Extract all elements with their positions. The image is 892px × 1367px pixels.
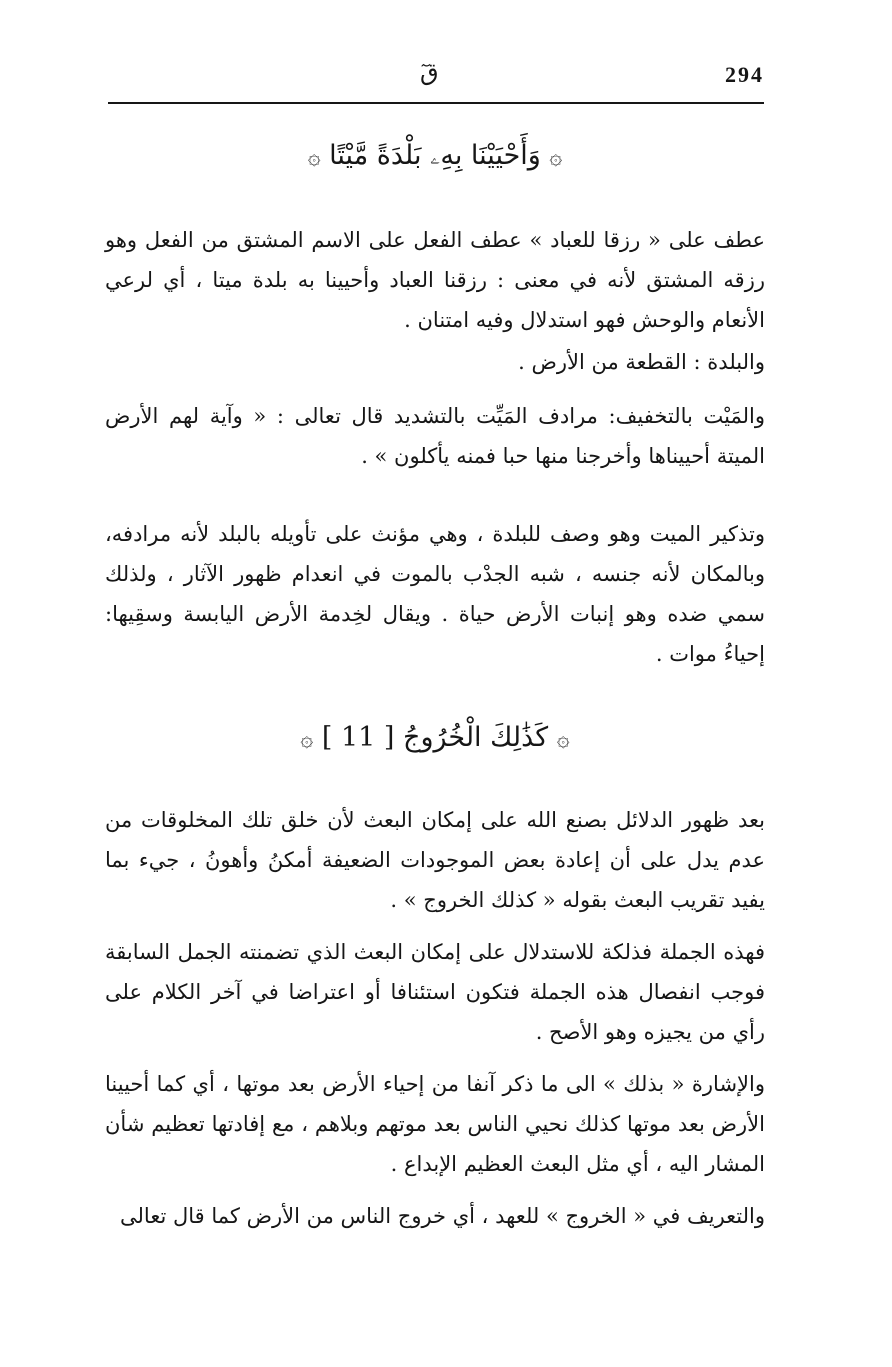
paragraph: بعد ظهور الدلائل بصنع الله على إمكان البعث لأن خلق تلك المخلوقات من عدم يدل على أن إعادة بعض الموجودات الضعيفة أمكنُ وأهونُ ، جيء بما يفيد تقريب البعث بقوله « كذلك الخروج » . [105, 808, 765, 912]
ornament-left-icon: ۞ [307, 145, 321, 170]
paragraph: فهذه الجملة فذلكة للاستدلال على إمكان البعث الذي تضمنته الجمل السابقة فوجب انفصال هذه الجملة فتكون استئنافا أو اعتراضا في آخر الكلام على رأي من يجيزه وهو الأصح . [105, 940, 765, 1044]
ornament-left-icon: ۞ [300, 727, 314, 752]
commentary-section [105, 220, 765, 674]
verse-text: وَأَحْيَيْنَا بِهِۦ بَلْدَةً مَّيْتًا [329, 140, 541, 171]
paragraph: والإشارة « بذلك » الى ما ذكر آنفا من إحياء الأرض بعد موتها ، أي كما أحيينا الأرض بعد موتها كذلك نحيي الناس بعد موتهم وبلاهم ، مع إفادتها تعظيم شأن المشار اليه ، أي مثل البعث العظيم الإبداع . [105, 1072, 765, 1176]
surah-name: قٓ [420, 58, 439, 86]
verse-heading [105, 722, 765, 753]
commentary-section [105, 800, 765, 1236]
ornament-right-icon: ۞ [549, 145, 563, 170]
verse-text: كَذَٰلِكَ الْخُرُوجُ [ 11 ] [321, 722, 549, 753]
paragraph: والبلدة : القطعة من الأرض . [518, 350, 765, 374]
paragraph: عطف على « رزقا للعباد » عطف الفعل على الاسم المشتق من الفعل وهو رزقه المشتق لأنه في معنى : رزقنا العباد وأحيينا به بلدة ميتا ، أي لرعي الأنعام والوحش فهو استدلال وفيه امتنان . [105, 228, 765, 332]
page-header [108, 58, 764, 106]
paragraph: والمَيْت بالتخفيف: مرادف المَيِّت بالتشديد قال تعالى : « وآية لهم الأرض الميتة أحييناها وأخرجنا منها حبا فمنه يأكلون » . [105, 404, 765, 468]
verse-heading [105, 140, 765, 172]
paragraph: والتعريف في « الخروج » للعهد ، أي خروج الناس من الأرض كما قال تعالى [120, 1204, 765, 1228]
ornament-right-icon: ۞ [556, 727, 570, 752]
header-rule [108, 102, 764, 104]
paragraph: وتذكير الميت وهو وصف للبلدة ، وهي مؤنث على تأويله بالبلد لأنه مرادفه، وبالمكان لأنه جنسه ، شبه الجدْب بالموت في انعدام ظهور الآثار ، ولذلك سمي ضده وهو إنبات الأرض حياة . ويقال لخِدمة الأرض اليابسة وسقِيها: إحياءُ موات . [105, 522, 765, 666]
page-number: 294 [725, 62, 764, 87]
